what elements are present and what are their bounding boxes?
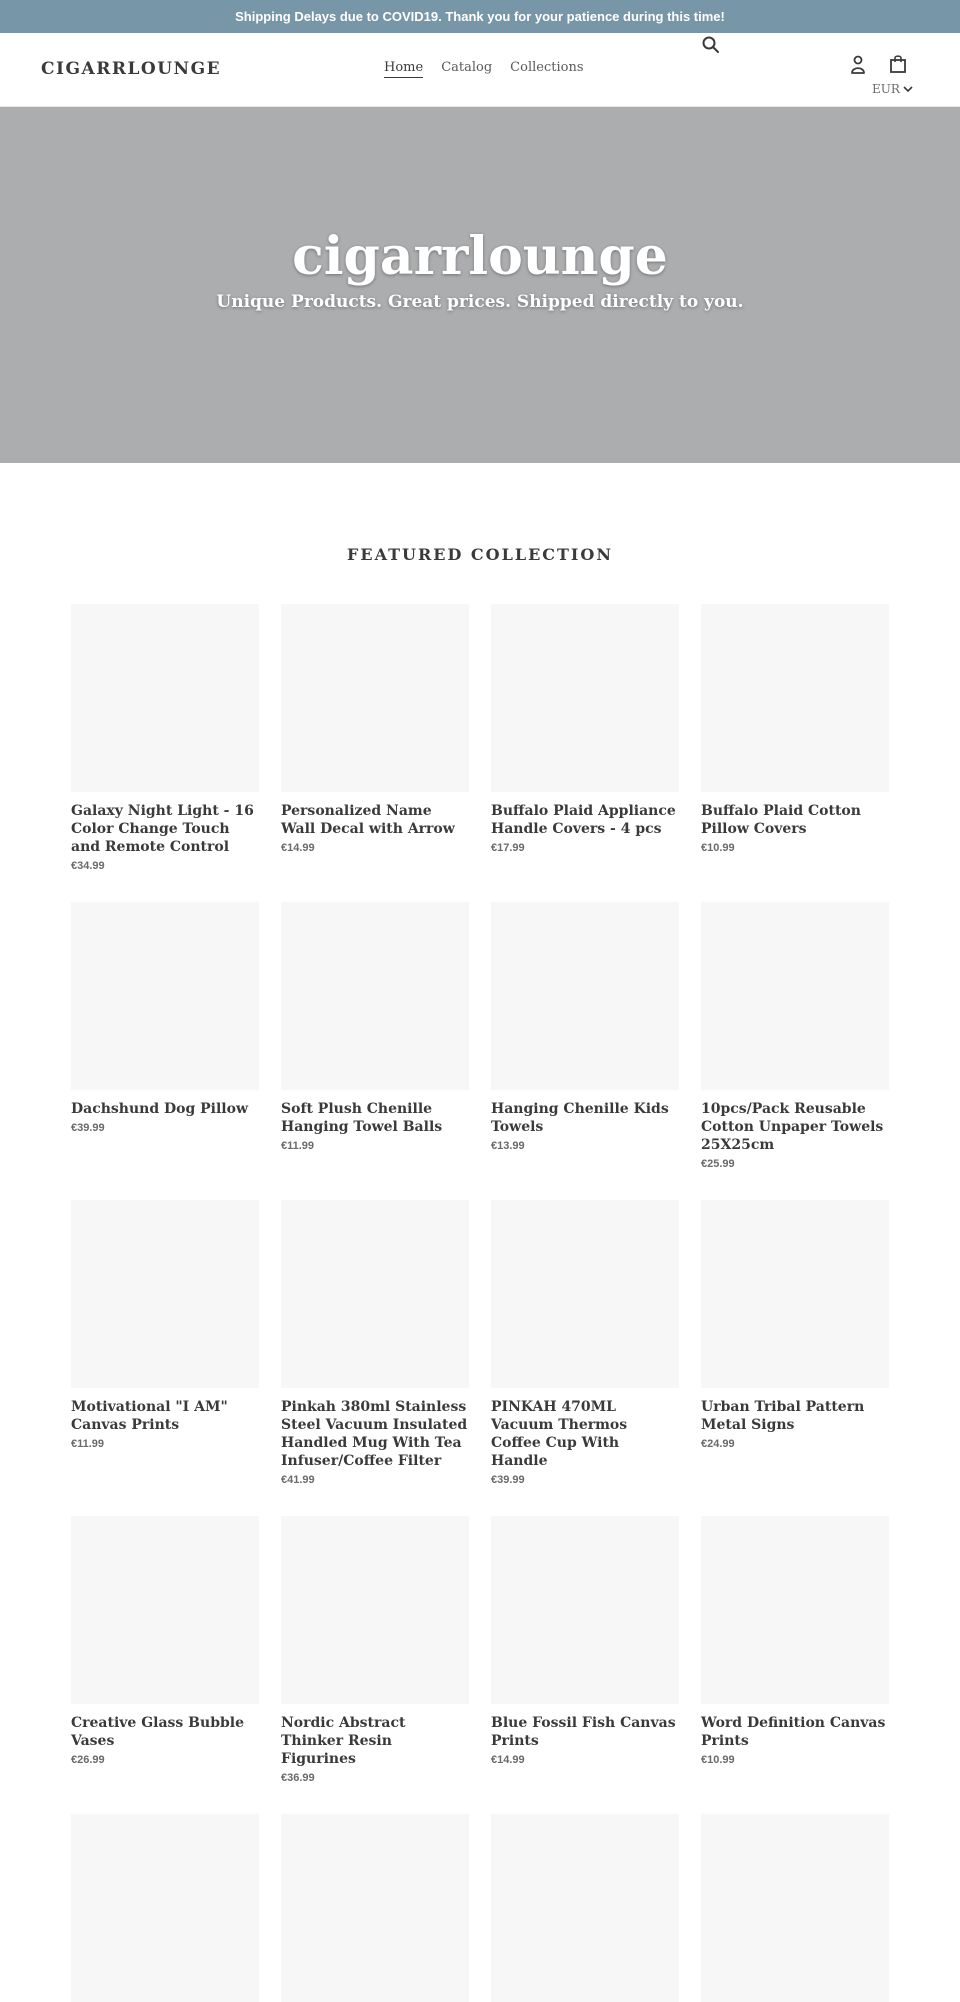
product-price: €14.99 bbox=[491, 1754, 525, 1766]
chevron-down-icon bbox=[903, 85, 913, 93]
product-title: Word Definition Canvas Prints bbox=[701, 1715, 886, 1749]
product-card[interactable] bbox=[281, 1200, 469, 1488]
product-image bbox=[701, 1516, 889, 1704]
product-card[interactable] bbox=[281, 604, 469, 874]
cart-button[interactable] bbox=[889, 54, 909, 76]
product-image bbox=[701, 902, 889, 1090]
product-price: €14.99 bbox=[281, 842, 315, 854]
product-image bbox=[701, 1200, 889, 1388]
product-card[interactable] bbox=[491, 1814, 679, 2002]
product-card[interactable] bbox=[701, 902, 889, 1172]
hero-banner bbox=[0, 107, 960, 463]
product-image bbox=[71, 902, 259, 1090]
product-image bbox=[701, 1814, 889, 2002]
product-card[interactable] bbox=[71, 902, 259, 1172]
product-title: 10pcs/Pack Reusable Cotton Unpaper Towels 25X25cm bbox=[701, 1101, 884, 1153]
product-title: Blue Fossil Fish Canvas Prints bbox=[491, 1715, 676, 1749]
product-title: Pinkah 380ml Stainless Steel Vacuum Insulated Handled Mug With Tea Infuser/Coffee Filter bbox=[281, 1399, 468, 1469]
product-image bbox=[281, 604, 469, 792]
product-title: Motivational "I AM" Canvas Prints bbox=[71, 1399, 228, 1433]
product-price: €26.99 bbox=[71, 1754, 105, 1766]
product-image bbox=[281, 1814, 469, 2002]
currency-selector[interactable] bbox=[872, 82, 913, 96]
product-card[interactable] bbox=[701, 604, 889, 874]
product-title: Nordic Abstract Thinker Resin Figurines bbox=[281, 1715, 406, 1767]
product-title: Galaxy Night Light - 16 Color Change Touch and Remote Control bbox=[71, 803, 254, 855]
hero-subtitle: Unique Products. Great prices. Shipped directly to you. bbox=[216, 291, 744, 312]
product-title: Buffalo Plaid Cotton Pillow Covers bbox=[701, 803, 861, 837]
product-image bbox=[491, 1814, 679, 2002]
product-image bbox=[71, 1516, 259, 1704]
product-image bbox=[281, 1200, 469, 1388]
product-card[interactable] bbox=[491, 604, 679, 874]
cart-icon bbox=[889, 54, 907, 74]
product-price: €11.99 bbox=[281, 1140, 315, 1152]
search-icon bbox=[701, 35, 721, 55]
product-title: Personalized Name Wall Decal with Arrow bbox=[281, 803, 455, 837]
product-card[interactable] bbox=[71, 604, 259, 874]
product-card[interactable] bbox=[71, 1200, 259, 1488]
product-image bbox=[701, 604, 889, 792]
announcement-bar bbox=[0, 0, 960, 33]
product-title: Hanging Chenille Kids Towels bbox=[491, 1101, 669, 1135]
product-image bbox=[71, 1814, 259, 2002]
product-image bbox=[491, 604, 679, 792]
product-price: €10.99 bbox=[701, 842, 735, 854]
product-image bbox=[491, 1516, 679, 1704]
nav-collections[interactable]: Collections bbox=[510, 60, 584, 75]
user-icon bbox=[849, 55, 867, 75]
main-nav bbox=[384, 60, 584, 78]
product-price: €25.99 bbox=[701, 1158, 735, 1170]
product-title: Dachshund Dog Pillow bbox=[71, 1101, 249, 1117]
product-card[interactable] bbox=[71, 1516, 259, 1786]
hero-title: cigarrlounge bbox=[292, 226, 668, 288]
product-card[interactable] bbox=[281, 1516, 469, 1786]
nav-catalog[interactable]: Catalog bbox=[441, 60, 493, 75]
product-title: Creative Glass Bubble Vases bbox=[71, 1715, 244, 1749]
search-button[interactable] bbox=[701, 35, 723, 57]
store-logo[interactable]: CIGARRLOUNGE bbox=[41, 59, 222, 79]
product-card[interactable] bbox=[491, 902, 679, 1172]
product-price: €24.99 bbox=[701, 1438, 735, 1450]
nav-home[interactable]: Home bbox=[384, 60, 423, 78]
product-price: €39.99 bbox=[491, 1474, 525, 1486]
section-heading: FEATURED COLLECTION bbox=[347, 545, 613, 564]
account-button[interactable] bbox=[849, 55, 869, 77]
announcement-text: Shipping Delays due to COVID19. Thank you for your patience during this time! bbox=[235, 9, 725, 24]
product-price: €34.99 bbox=[71, 860, 105, 872]
product-card[interactable] bbox=[491, 1200, 679, 1488]
product-image bbox=[281, 1516, 469, 1704]
product-price: €13.99 bbox=[491, 1140, 525, 1152]
product-image bbox=[491, 1200, 679, 1388]
product-image bbox=[491, 902, 679, 1090]
product-price: €10.99 bbox=[701, 1754, 735, 1766]
product-title: PINKAH 470ML Vacuum Thermos Coffee Cup With Handle bbox=[491, 1399, 628, 1469]
product-card[interactable] bbox=[281, 902, 469, 1172]
product-card[interactable] bbox=[281, 1814, 469, 2002]
product-title: Urban Tribal Pattern Metal Signs bbox=[701, 1399, 865, 1433]
currency-label: EUR bbox=[872, 82, 900, 96]
product-image bbox=[71, 1200, 259, 1388]
product-price: €39.99 bbox=[71, 1122, 105, 1134]
product-price: €36.99 bbox=[281, 1772, 315, 1784]
product-price: €41.99 bbox=[281, 1474, 315, 1486]
product-image bbox=[281, 902, 469, 1090]
product-card[interactable] bbox=[71, 1814, 259, 2002]
product-price: €17.99 bbox=[491, 842, 525, 854]
site-header bbox=[0, 33, 960, 107]
product-image bbox=[71, 604, 259, 792]
product-card[interactable] bbox=[491, 1516, 679, 1786]
product-card[interactable] bbox=[701, 1814, 889, 2002]
product-grid bbox=[71, 604, 890, 2002]
product-card[interactable] bbox=[701, 1516, 889, 1786]
product-card[interactable] bbox=[701, 1200, 889, 1488]
product-price: €11.99 bbox=[71, 1438, 105, 1450]
product-title: Buffalo Plaid Appliance Handle Covers - 4 pcs bbox=[491, 803, 676, 837]
featured-collection bbox=[0, 463, 960, 2002]
product-title: Soft Plush Chenille Hanging Towel Balls bbox=[281, 1101, 443, 1135]
